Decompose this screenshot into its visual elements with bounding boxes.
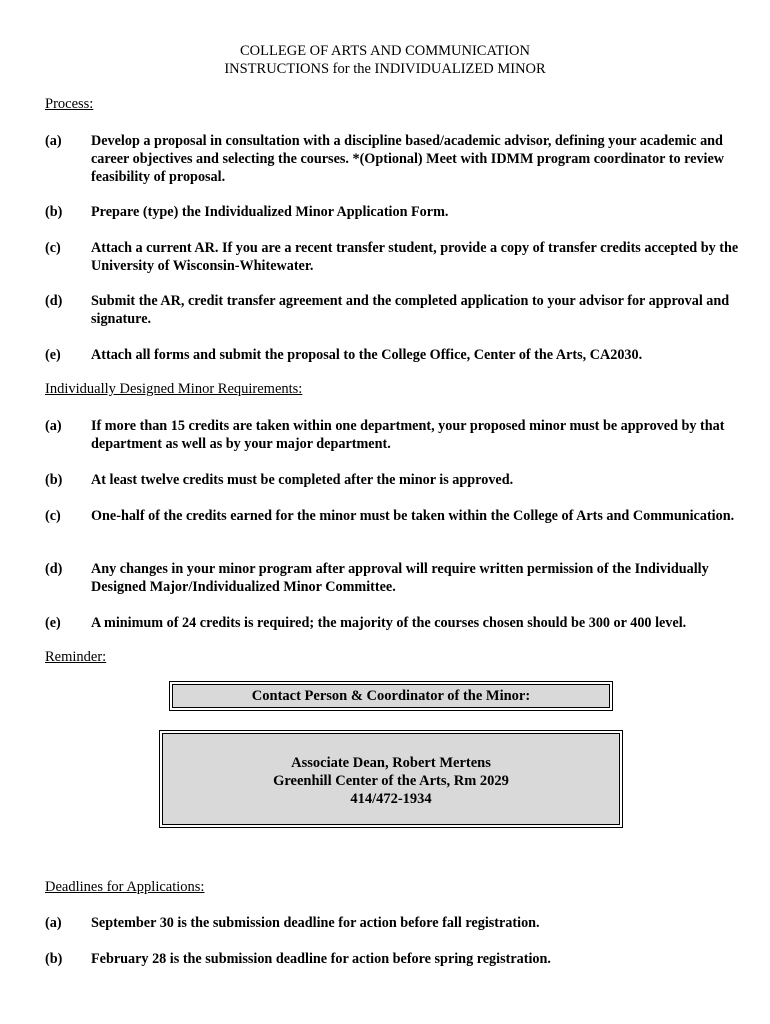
item-label: (c): [45, 508, 61, 524]
item-text: September 30 is the submission deadline for action before fall registration.: [91, 915, 540, 931]
process-item-d: [45, 292, 745, 328]
header-line-2: INSTRUCTIONS for the INDIVIDUALIZED MINOR: [224, 61, 546, 77]
reminder-heading: Reminder:: [45, 649, 107, 665]
deadline-item-a: [45, 914, 745, 932]
requirement-item-a: [45, 417, 745, 453]
deadline-item-b: [45, 950, 745, 968]
item-text: One-half of the credits earned for the minor must be taken within the College of Arts and Communication.: [91, 508, 735, 524]
item-label: (c): [45, 240, 61, 256]
item-label: (b): [45, 472, 63, 488]
item-label: (a): [45, 915, 62, 931]
item-text: Attach all forms and submit the proposal to the College Office, Center of the Arts, CA2030.: [91, 347, 643, 363]
contact-location: Greenhill Center of the Arts, Rm 2029: [273, 773, 509, 789]
requirement-item-b: [45, 471, 745, 489]
process-item-b: [45, 203, 745, 221]
header-line-1: COLLEGE OF ARTS AND COMMUNICATION: [240, 43, 530, 59]
process-item-a: [45, 132, 745, 186]
item-text: At least twelve credits must be completed after the minor is approved.: [91, 472, 514, 488]
item-text: February 28 is the submission deadline for action before spring registration.: [91, 951, 551, 967]
process-item-e: [45, 346, 745, 364]
item-label: (a): [45, 418, 62, 434]
contact-box-title: Contact Person & Coordinator of the Minor:: [172, 684, 610, 708]
item-label: (d): [45, 293, 63, 309]
requirements-heading: Individually Designed Minor Requirements:: [45, 381, 303, 397]
requirement-item-e: [45, 614, 745, 632]
item-text: A minimum of 24 credits is required; the majority of the courses chosen should be 300 or 400 level.: [91, 615, 687, 631]
item-text: Prepare (type) the Individualized Minor Application Form.: [91, 204, 449, 220]
contact-phone: 414/472-1934: [350, 791, 432, 807]
item-label: (a): [45, 133, 62, 149]
item-text: Develop a proposal in consultation with a discipline based/academic advisor, defining your academic and career objectives and selecting the courses. *(Optional) Meet with IDMM program coordinator to review feasibility of proposal.: [91, 133, 725, 185]
document-header: [0, 42, 770, 78]
item-text: If more than 15 credits are taken within one department, your proposed minor must be approved by that department as well as by your major department.: [91, 418, 725, 452]
process-item-c: [45, 239, 745, 275]
item-text: Submit the AR, credit transfer agreement and the completed application to your advisor for approval and signature.: [91, 293, 730, 327]
item-text: Attach a current AR. If you are a recent transfer student, provide a copy of transfer credits accepted by the University of Wisconsin-Whitewater.: [91, 240, 739, 274]
item-label: (e): [45, 615, 61, 631]
item-text: Any changes in your minor program after approval will require written permission of the Individually Designed Major/Individualized Minor Committee.: [91, 561, 709, 595]
process-heading: Process:: [45, 96, 94, 112]
contact-name: Associate Dean, Robert Mertens: [291, 755, 491, 771]
item-label: (b): [45, 951, 63, 967]
item-label: (b): [45, 204, 63, 220]
requirement-item-d: [45, 560, 745, 596]
item-label: (e): [45, 347, 61, 363]
requirement-item-c: [45, 507, 745, 525]
contact-box: [162, 733, 620, 825]
item-label: (d): [45, 561, 63, 577]
deadlines-heading: Deadlines for Applications:: [45, 879, 205, 895]
